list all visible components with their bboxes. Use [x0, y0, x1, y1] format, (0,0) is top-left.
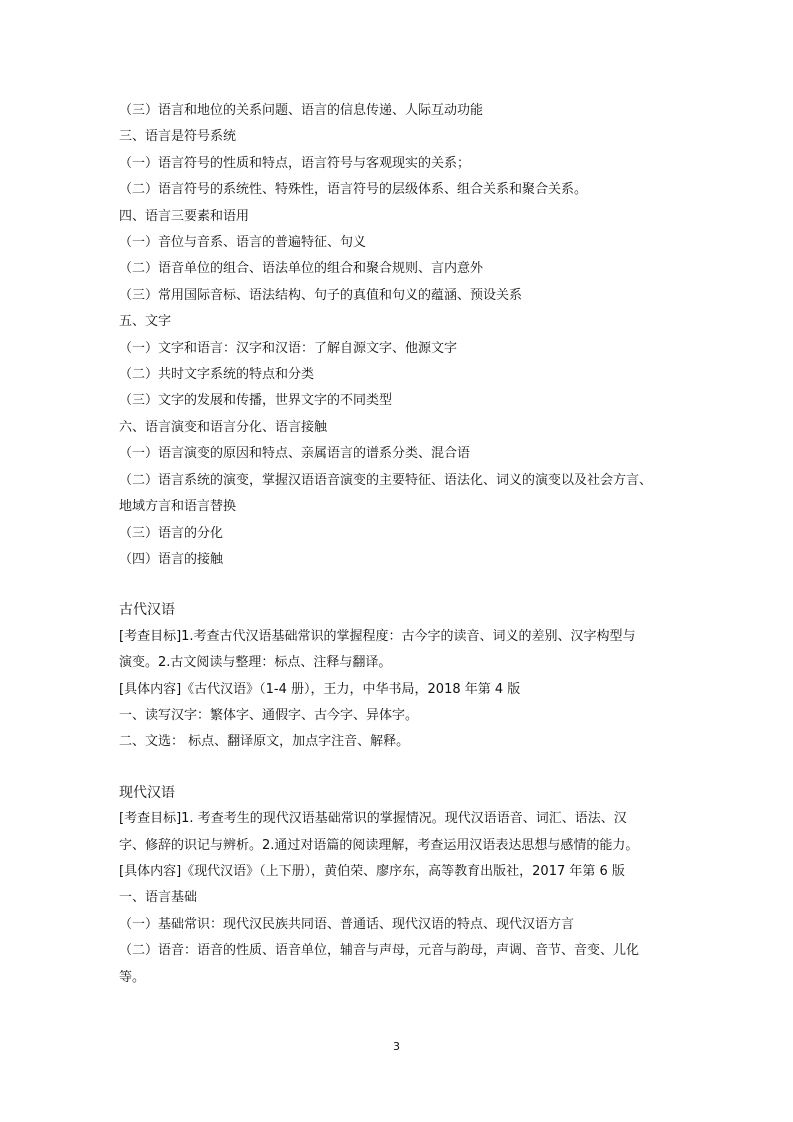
- ancient-item: 二、文选： 标点、翻译原文，加点字注音、解释。: [119, 734, 410, 750]
- content-label: [具体内容]: [119, 681, 182, 697]
- intro-line: （二）语言符号的系统性、特殊性，语言符号的层级体系、组合关系和聚合关系。: [119, 182, 588, 198]
- goal-label: [考查目标]: [119, 628, 182, 644]
- ancient-item: 一、读写汉字：繁体字、通假字、古今字、异体字。: [119, 707, 419, 723]
- goal-text: 1.考查古代汉语基础常识的掌握程度：古今字的读音、词义的差别、汉字构型与: [181, 628, 636, 644]
- intro-line: （二）共时文字系统的特点和分类: [119, 367, 315, 383]
- document-body: [119, 98, 694, 991]
- intro-line: （一）语言符号的性质和特点，语言符号与客观现实的关系；: [119, 155, 471, 171]
- modern-chinese-heading: 现代汉语: [119, 784, 175, 801]
- goal-text: 1. 考查考生的现代汉语基础常识的掌握情况。现代汉语语音、词汇、语法、汉: [181, 811, 627, 827]
- intro-line: （一）文字和语言：汉字和汉语：了解自源文字、他源文字: [119, 340, 458, 356]
- intro-line: （三）文字的发展和传播，世界文字的不同类型: [119, 393, 393, 409]
- intro-line: 三、语言是符号系统: [119, 129, 237, 145]
- ancient-content: [119, 677, 694, 703]
- modern-content: [119, 859, 694, 885]
- evolution-line: 地域方言和语言替换: [119, 499, 237, 515]
- modern-item: 一、语言基础: [119, 890, 198, 906]
- modern-goal: [119, 806, 694, 832]
- intro-line: 五、文字: [119, 314, 172, 330]
- modern-item: （一）基础常识：现代汉民族共同语、普通话、现代汉语的特点、现代汉语方言: [119, 916, 575, 932]
- content-label: [具体内容]: [119, 863, 182, 879]
- intro-line: （三）语言和地位的关系问题、语言的信息传递、人际互动功能: [119, 103, 484, 118]
- intro-line: （一）音位与音系、语言的普遍特征、句义: [119, 235, 367, 251]
- goal-label: [考查目标]: [119, 811, 182, 827]
- intro-line: （二）语音单位的组合、语法单位的组合和聚合规则、言内意外: [119, 261, 484, 277]
- tail-line: （三）语言的分化: [119, 525, 224, 541]
- modern-goal-cont: 字、修辞的识记与辨析。2.通过对语篇的阅读理解，考查运用汉语表达思想与感情的能力。: [119, 837, 639, 853]
- ancient-chinese-heading: 古代汉语: [119, 602, 175, 619]
- modern-phonetics: （二）语音：语音的性质、语音单位，辅音与声母，元音与韵母，声调、音节、音变、儿化: [119, 943, 640, 959]
- modern-phonetics-cont: 等。: [119, 969, 146, 985]
- ancient-goal-cont: 演变。2.古文阅读与整理：标点、注释与翻译。: [119, 655, 392, 671]
- content-text: 《古代汉语》（1-4 册），王力，中华书局，2018 年第 4 版: [181, 681, 521, 697]
- ancient-goal: [119, 624, 694, 650]
- intro-line: 四、语言三要素和语用: [119, 208, 250, 224]
- intro-line: 六、语言演变和语言分化、语言接触: [119, 419, 328, 435]
- content-text: 《现代汉语》（上下册），黄伯荣、廖序东，高等教育出版社，2017 年第 6 版: [181, 863, 625, 879]
- evolution-line: （二）语言系统的演变，掌握汉语语音演变的主要特征、语法化、词义的演变以及社会方言、: [119, 472, 653, 488]
- intro-line: （三）常用国际音标、语法结构、句子的真值和句义的蕴涵、预设关系: [119, 287, 523, 303]
- tail-line: （四）语言的接触: [119, 551, 224, 567]
- page-number: 3: [393, 1040, 400, 1053]
- intro-line: （一）语言演变的原因和特点、亲属语言的谱系分类、混合语: [119, 446, 471, 462]
